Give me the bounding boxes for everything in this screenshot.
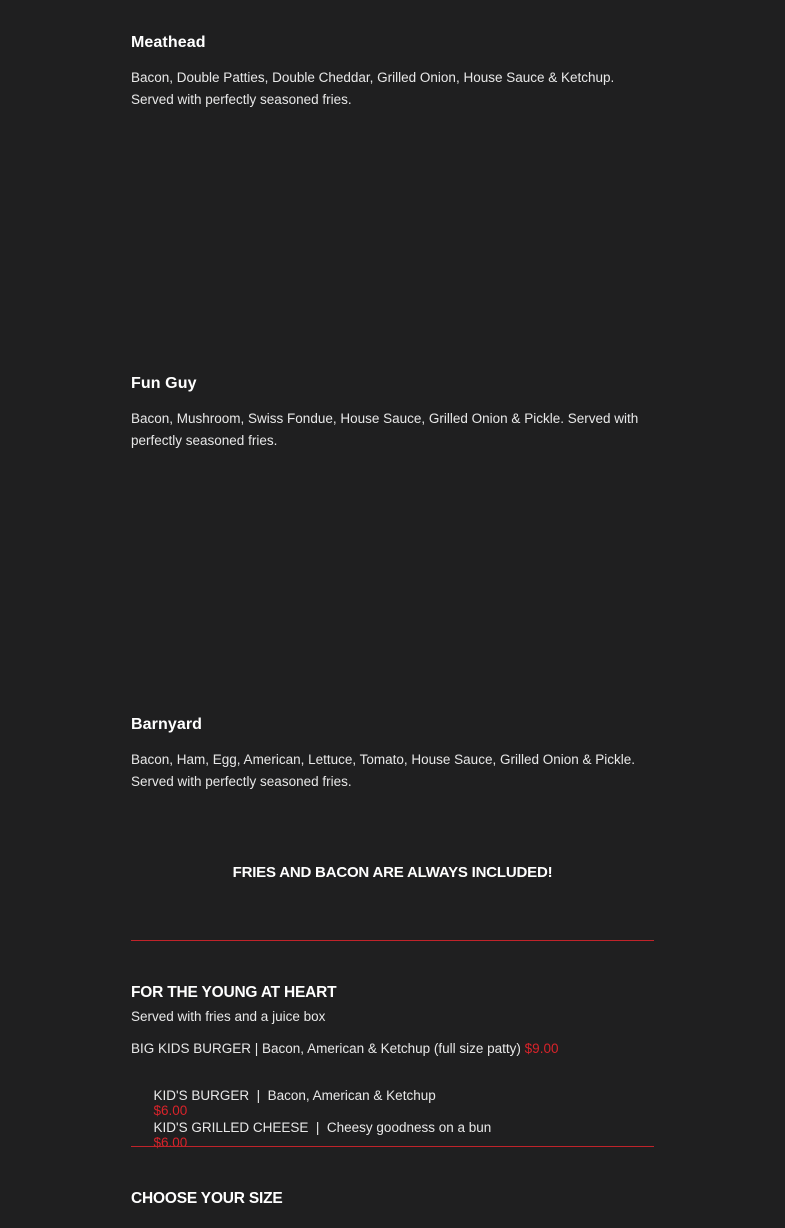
kids-item-text: KID'S BURGER | Bacon, American & Ketchup	[153, 1088, 436, 1103]
item-description: Bacon, Mushroom, Swiss Fondue, House Sauce, Grilled Onion & Pickle. Served with perfectly seasoned fries.	[131, 411, 639, 448]
kids-menu-line	[131, 1105, 491, 1165]
kids-item-price: $9.00	[524, 1041, 559, 1056]
section-title: FOR THE YOUNG AT HEART	[131, 984, 337, 1001]
item-description: Bacon, Ham, Egg, American, Lettuce, Tomato, House Sauce, Grilled Onion & Pickle. Served with perfectly seasoned fries.	[131, 752, 636, 789]
kids-item-price: $6.00	[153, 1103, 188, 1118]
item-title: Fun Guy	[131, 375, 197, 392]
kids-item-text: KID'S GRILLED CHEESE | Cheesy goodness on a bun	[153, 1120, 492, 1135]
section-subtitle: Served with fries and a juice box	[131, 1009, 326, 1024]
item-title: Barnyard	[131, 716, 203, 733]
kids-menu-line	[131, 1041, 558, 1056]
section-title: CHOOSE YOUR SIZE	[131, 1190, 283, 1207]
section-divider	[131, 940, 654, 941]
kids-item-text: BIG KIDS BURGER | Bacon, American & Ketchup (full size patty)	[131, 1041, 521, 1056]
kids-item-price: $6.00	[153, 1135, 188, 1150]
item-title: Meathead	[131, 34, 206, 51]
fries-bacon-banner: FRIES AND BACON ARE ALWAYS INCLUDED!	[232, 864, 553, 881]
item-description: Bacon, Double Patties, Double Cheddar, Grilled Onion, House Sauce & Ketchup. Served with perfectly seasoned fries.	[131, 70, 615, 107]
section-divider	[131, 1146, 654, 1147]
